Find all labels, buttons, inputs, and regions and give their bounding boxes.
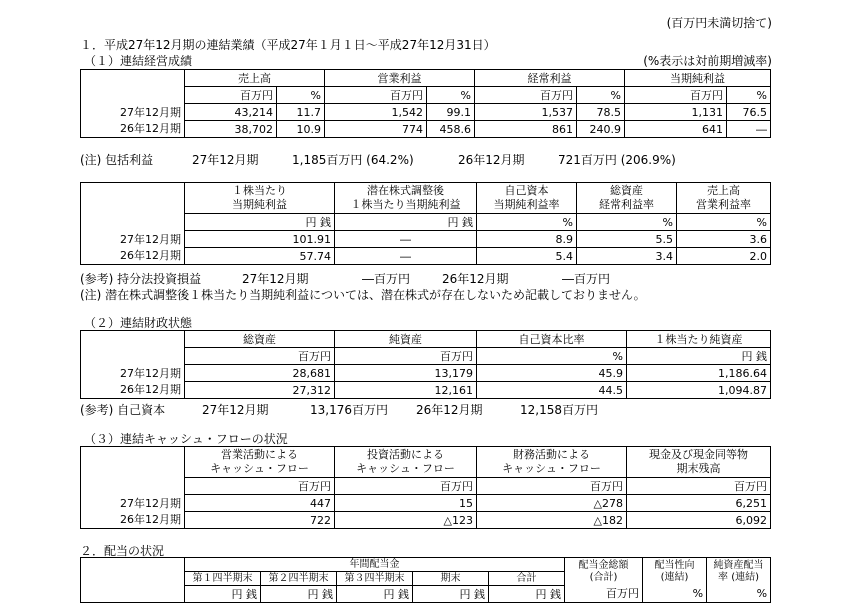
unit-cell: % bbox=[577, 214, 677, 231]
unit-cell: 百万円 bbox=[565, 586, 643, 603]
header-total-assets: 総資産 bbox=[185, 331, 335, 348]
operating-results-table bbox=[80, 69, 771, 138]
section-1-heading: １．平成27年12月期の連結業績（平成27年１月１日～平成27年12月31日） bbox=[80, 38, 496, 52]
unit-cell: % bbox=[727, 87, 771, 104]
unit-cell: % bbox=[477, 348, 627, 365]
header-doe: 純資産配当 率 (連結) bbox=[707, 558, 771, 586]
header-q3: 第３四半期末 bbox=[337, 572, 413, 586]
table-row: 26年12月期 57.74 ― 5.4 3.4 2.0 bbox=[81, 248, 771, 265]
header-operating-cf: 営業活動による キャッシュ・フロー bbox=[185, 447, 335, 478]
table-row: 27年12月期 28,681 13,179 45.9 1,186.64 bbox=[81, 365, 771, 382]
per-share-table bbox=[80, 182, 771, 265]
table-row: 26年12月期 38,702 10.9 774 458.6 861 240.9 641 ― bbox=[81, 121, 771, 138]
header-financing-cf: 財務活動による キャッシュ・フロー bbox=[477, 447, 627, 478]
unit-cell: 円 銭 bbox=[413, 586, 489, 603]
dividends-table bbox=[80, 557, 771, 603]
unit-cell: 円 銭 bbox=[489, 586, 565, 603]
table-row: 27年12月期 43,214 11.7 1,542 99.1 1,537 78.5 1,131 76.5 bbox=[81, 104, 771, 121]
header-payout-ratio: 配当性向 (連結) bbox=[643, 558, 707, 586]
row-label: 26年12月期 bbox=[81, 121, 185, 138]
section-2-heading: ２．配当の状況 bbox=[80, 544, 165, 558]
unit-cell: 百万円 bbox=[475, 87, 577, 104]
unit-cell: % bbox=[643, 586, 707, 603]
unit-cell: 百万円 bbox=[627, 478, 771, 495]
comprehensive-income-note: (注) 包括利益 27年12月期 1,185百万円 (64.2%) 26年12月期 721百万円 (206.9%) bbox=[80, 153, 676, 167]
table-row: 27年12月期 447 15 △278 6,251 bbox=[81, 495, 771, 512]
row-label: 27年12月期 bbox=[81, 231, 185, 248]
unit-note: (百万円未満切捨て) bbox=[666, 16, 772, 30]
header-ordinary-income: 経常利益 bbox=[475, 70, 625, 87]
row-label: 27年12月期 bbox=[81, 365, 185, 382]
unit-cell: % bbox=[477, 214, 577, 231]
header-diluted-eps: 潜在株式調整後 １株当たり当期純利益 bbox=[335, 183, 477, 214]
header-q2: 第２四半期末 bbox=[261, 572, 337, 586]
unit-cell: 円 銭 bbox=[335, 214, 477, 231]
unit-cell: 円 銭 bbox=[185, 214, 335, 231]
sub2-heading: （２）連結財政状態 bbox=[84, 316, 193, 330]
unit-cell: % bbox=[577, 87, 625, 104]
corner-cell bbox=[81, 70, 185, 87]
unit-cell: 百万円 bbox=[335, 348, 477, 365]
unit-cell: % bbox=[707, 586, 771, 603]
header-total-dividend: 配当金総額 (合計) bbox=[565, 558, 643, 586]
sub1-heading: （１）連結経営成績 bbox=[84, 54, 193, 68]
header-net-income: 当期純利益 bbox=[625, 70, 771, 87]
row-label: 27年12月期 bbox=[81, 495, 185, 512]
table-row: 26年12月期 27,312 12,161 44.5 1,094.87 bbox=[81, 382, 771, 399]
header-annual-dividend: 年間配当金 bbox=[185, 558, 565, 572]
unit-cell: 百万円 bbox=[185, 348, 335, 365]
unit-cell: 百万円 bbox=[185, 478, 335, 495]
unit-cell: 円 銭 bbox=[337, 586, 413, 603]
table-row: 27年12月期 101.91 ― 8.9 5.5 3.6 bbox=[81, 231, 771, 248]
header-roe: 自己資本 当期純利益率 bbox=[477, 183, 577, 214]
header-sales: 売上高 bbox=[185, 70, 325, 87]
unit-cell: 百万円 bbox=[477, 478, 627, 495]
header-roa: 総資産 経常利益率 bbox=[577, 183, 677, 214]
note-label: (注) 包括利益 bbox=[80, 153, 154, 167]
header-q1: 第１四半期末 bbox=[185, 572, 261, 586]
header-operating-margin: 売上高 営業利益率 bbox=[677, 183, 771, 214]
header-bps: １株当たり純資産 bbox=[627, 331, 771, 348]
unit-cell: % bbox=[277, 87, 325, 104]
unit-cell: 百万円 bbox=[185, 87, 277, 104]
financial-position-table bbox=[80, 330, 771, 399]
header-cash-balance: 現金及び現金同等物 期末残高 bbox=[627, 447, 771, 478]
header-eps: １株当たり 当期純利益 bbox=[185, 183, 335, 214]
unit-cell: 円 銭 bbox=[627, 348, 771, 365]
equity-method-ref: (参考) 持分法投資損益 27年12月期 ―百万円 26年12月期 ―百万円 bbox=[80, 272, 611, 286]
row-label: 27年12月期 bbox=[81, 104, 185, 121]
header-year-end: 期末 bbox=[413, 572, 489, 586]
row-label: 26年12月期 bbox=[81, 512, 185, 529]
diluted-eps-note: (注) 潜在株式調整後１株当たり当期純利益については、潜在株式が存在しないため記載しておりません。 bbox=[80, 288, 646, 302]
row-label: 26年12月期 bbox=[81, 248, 185, 265]
header-net-assets: 純資産 bbox=[335, 331, 477, 348]
sub3-heading: （３）連結キャッシュ・フローの状況 bbox=[84, 432, 288, 446]
cash-flow-table bbox=[80, 446, 771, 529]
unit-cell: % bbox=[677, 214, 771, 231]
header-total: 合計 bbox=[489, 572, 565, 586]
unit-cell: 円 銭 bbox=[261, 586, 337, 603]
row-label: 26年12月期 bbox=[81, 382, 185, 399]
header-operating-income: 営業利益 bbox=[325, 70, 475, 87]
unit-cell: % bbox=[427, 87, 475, 104]
unit-cell: 百万円 bbox=[335, 478, 477, 495]
unit-cell: 百万円 bbox=[625, 87, 727, 104]
unit-cell: 百万円 bbox=[325, 87, 427, 104]
header-investing-cf: 投資活動による キャッシュ・フロー bbox=[335, 447, 477, 478]
header-equity-ratio: 自己資本比率 bbox=[477, 331, 627, 348]
unit-cell: 円 銭 bbox=[185, 586, 261, 603]
table-row: 26年12月期 722 △123 △182 6,092 bbox=[81, 512, 771, 529]
sub1-note-right: (%表示は対前期増減率) bbox=[643, 54, 772, 68]
equity-capital-ref: (参考) 自己資本 27年12月期 13,176百万円 26年12月期 12,158百万円 bbox=[80, 403, 598, 417]
